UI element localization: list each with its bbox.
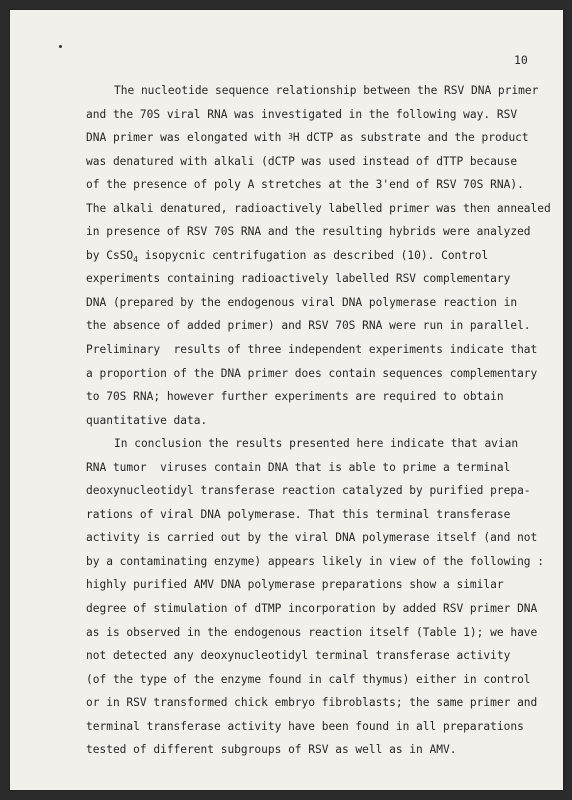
text-segment: by CsSO bbox=[86, 248, 134, 262]
text-line: RNA tumor viruses contain DNA that is able to prime a terminal bbox=[86, 460, 511, 474]
text-line: of the presence of poly A stretches at the 3'end of RSV 70S RNA). bbox=[86, 178, 524, 192]
text-segment: isopycnic centrifugation as described (10). Control bbox=[137, 248, 489, 262]
text-line: In conclusion the results presented here indicate that avian bbox=[114, 437, 519, 451]
text-line: in presence of RSV 70S RNA and the resulting hybrids were analyzed bbox=[86, 225, 531, 239]
text-line: to 70S RNA; however further experiments are required to obtain bbox=[86, 390, 504, 404]
text-line: activity is carried out by the viral DNA polymerase itself (and not bbox=[86, 531, 538, 545]
speck-mark bbox=[59, 45, 62, 48]
text-line: The alkali denatured, radioactively labelled primer was then annealed bbox=[86, 201, 551, 215]
text-line: (of the type of the enzyme found in calf thymus) either in control bbox=[86, 672, 531, 686]
text-segment: DNA primer was elongated with bbox=[86, 131, 289, 145]
text-line: terminal transferase activity have been found in all preparations bbox=[86, 719, 524, 733]
body-text bbox=[86, 79, 556, 762]
paragraph-2 bbox=[86, 432, 556, 762]
text-line: a proportion of the DNA primer does contain sequences complementary bbox=[86, 366, 538, 380]
text-line: or in RSV transformed chick embryo fibroblasts; the same primer and bbox=[86, 696, 538, 710]
text-line bbox=[86, 126, 556, 150]
text-line: the absence of added primer) and RSV 70S RNA were run in parallel. bbox=[86, 319, 531, 333]
text-line: Preliminary results of three independent experiments indicate that bbox=[86, 343, 538, 357]
text-line: deoxynucleotidyl transferase reaction catalyzed by purified prepa- bbox=[86, 484, 531, 498]
text-line: degree of stimulation of dTMP incorporation by added RSV primer DNA bbox=[86, 602, 538, 616]
text-line: highly purified AMV DNA polymerase preparations show a similar bbox=[86, 578, 504, 592]
text-line: DNA (prepared by the endogenous viral DNA polymerase reaction in bbox=[86, 295, 518, 309]
text-line: The nucleotide sequence relationship between the RSV DNA primer bbox=[114, 84, 539, 97]
paragraph-1 bbox=[86, 79, 556, 432]
text-line: not detected any deoxynucleotidyl terminal transferase activity bbox=[86, 649, 511, 663]
text-line: rations of viral DNA polymerase. That this terminal transferase bbox=[86, 507, 511, 521]
text-line bbox=[86, 244, 556, 268]
text-line: was denatured with alkali (dCTP was used instead of dTTP because bbox=[86, 154, 518, 168]
document-page bbox=[10, 10, 563, 790]
page-number: 10 bbox=[514, 53, 528, 67]
text-line: by a contaminating enzyme) appears likely in view of the following : bbox=[86, 554, 545, 568]
text-line: tested of different subgroups of RSV as well as in AMV. bbox=[86, 743, 457, 757]
superscript: 3 bbox=[288, 132, 293, 142]
text-segment: H dCTP as substrate and the product bbox=[292, 131, 529, 145]
text-line: quantitative data. bbox=[86, 413, 208, 427]
text-line: experiments containing radioactively labelled RSV complementary bbox=[86, 272, 511, 286]
text-line: as is observed in the endogenous reaction itself (Table 1); we have bbox=[86, 625, 538, 639]
subscript: 4 bbox=[133, 254, 138, 264]
text-line: and the 70S viral RNA was investigated in the following way. RSV bbox=[86, 107, 518, 121]
